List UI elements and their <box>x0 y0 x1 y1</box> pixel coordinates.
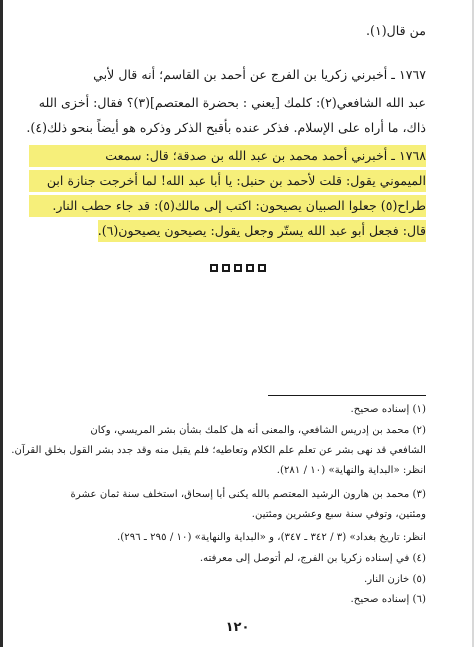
main-text-line-1: من قال(١). <box>366 23 426 38</box>
highlighted-line-4: قال: فجعل أبو عبد الله يستّر وجعل يقول: يصيحون يصيحون(٦). <box>98 220 426 242</box>
separator-box <box>246 264 254 272</box>
footnote-2-ref: انظر: «البداية والنهاية» (١٠ / ٢٨١). <box>276 465 426 476</box>
footnote-2: (٢) محمد بن إدريس الشافعي، والمعنى أنه هل كلمك بشأن بشر المريسي، وكان <box>90 425 426 436</box>
main-text-line-2: ١٧٦٧ ـ أخبرني زكريا بن الفرج عن أحمد بن القاسم؛ أنه قال لأبي <box>93 67 426 82</box>
highlighted-line-3: طراح(٥) جعلوا الصبيان يصيحون: اكتب إلى مالك(٥): قد جاء حطب النار. <box>29 195 426 217</box>
footnote-3-cont: ومئتين، وتوفي سنة سبع وعشرين ومئتين. <box>251 509 426 520</box>
footnote-1: (١) إسناده صحيح. <box>350 404 426 415</box>
footnote-6: (٦) إسناده صحيح. <box>350 594 426 605</box>
separator-box <box>258 264 266 272</box>
separator-box <box>234 264 242 272</box>
footnote-4: (٤) في إسناده زكريا بن الفرج، لم أتوصل إلى معرفته. <box>199 553 426 564</box>
footnote-2-cont: الشافعي قد نهى بشر عن تعلم علم الكلام وتعاطيه؛ فلم يقبل منه وقد جدد بشر القول بخلق القرآن. <box>11 445 426 456</box>
highlighted-line-1: ١٧٦٨ ـ أخبرني أحمد محمد بن عبد الله بن صدقة؛ قال: سمعت <box>29 145 426 167</box>
footnote-3: (٣) محمد بن هارون الرشيد المعتصم بالله يكنى أبا إسحاق، استخلف سنة ثمان عشرة <box>70 489 426 500</box>
footnote-3-ref: انظر: تاريخ بغداد» (٣ / ٣٤٢ ـ ٣٤٧)، و «البداية والنهاية» (١٠ / ٢٩٥ ـ ٢٩٦). <box>117 532 426 543</box>
page-number: ١٢٠ <box>225 620 250 635</box>
footnote-5: (٥) خازن النار. <box>364 574 426 585</box>
highlighted-line-2: الميموني يقول: قلت لأحمد بن حنبل: يا أبا عبد الله! لما أخرجت جنازة ابن <box>29 170 426 192</box>
main-text-line-4: ذاك، ما أراه على الإسلام. فذكر عنده بأقبح الذكر وذكره هو أيضاً بنحو ذلك(٤). <box>26 120 426 135</box>
separator-box <box>222 264 230 272</box>
footnote-divider <box>268 395 426 396</box>
main-text-line-3: عبد الله الشافعي(٢): كلمك [يعني : بحضرة المعتصم](٣)؟ فقال: أخزى الله <box>38 95 426 110</box>
separator-box <box>210 264 218 272</box>
section-separator <box>3 264 472 272</box>
